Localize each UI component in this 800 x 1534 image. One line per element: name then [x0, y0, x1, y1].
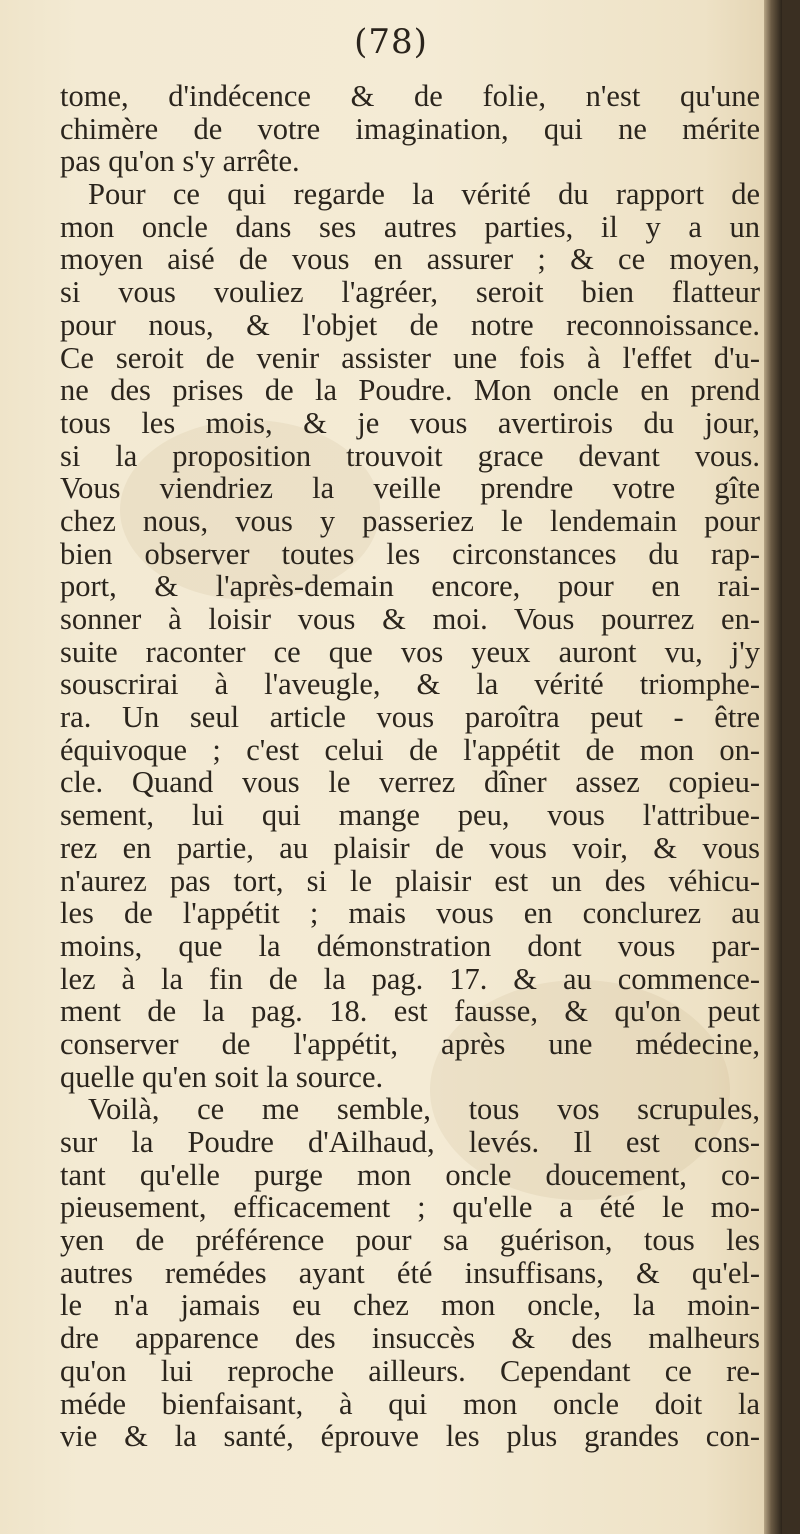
text-line: Ce seroit de venir assister une fois à l'effet d'u- — [60, 340, 760, 375]
text-line: Voilà, ce me semble, tous vos scrupules, — [88, 1092, 760, 1127]
text-line: chez nous, vous y passeriez le lendemain pour — [60, 503, 760, 538]
text-line: Pour ce qui regarde la vérité du rapport de — [88, 177, 760, 212]
text-line: mon oncle dans ses autres parties, il y a un — [60, 209, 760, 244]
text-line: pieusement, efficacement ; qu'elle a été le mo- — [60, 1190, 760, 1225]
text-line: autres remédes ayant été insuffisans, & qu'el- — [60, 1255, 760, 1290]
text-line: quelle qu'en soit la source. — [60, 1059, 384, 1094]
text-line: cle. Quand vous le verrez dîner assez copieu- — [60, 765, 760, 800]
text-line: tome, d'indécence & de folie, n'est qu'une — [60, 79, 760, 113]
body-text — [60, 80, 760, 1453]
text-line: le n'a jamais eu chez mon oncle, la moin- — [60, 1288, 760, 1323]
text-line: méde bienfaisant, à qui mon oncle doit la — [60, 1386, 760, 1421]
text-line: n'aurez pas tort, si le plaisir est un des véhicu- — [60, 863, 760, 898]
text-line: vie & la santé, éprouve les plus grandes con- — [60, 1419, 760, 1454]
text-line: yen de préférence pour sa guérison, tous les — [60, 1223, 760, 1258]
text-line: équivoque ; c'est celui de l'appétit de mon on- — [60, 732, 760, 767]
text-line: chimère de votre imagination, qui ne mérite — [60, 111, 760, 146]
text-line: conserver de l'appétit, après une médecine, — [60, 1026, 760, 1061]
text-line: pas qu'on s'y arrête. — [60, 144, 300, 179]
text-line: suite raconter ce que vos yeux auront vu, j'y — [60, 634, 760, 669]
text-line: sonner à loisir vous & moi. Vous pourrez en- — [60, 602, 760, 636]
text-line: moins, que la démonstration dont vous par- — [60, 928, 760, 963]
text-line: si la proposition trouvoit grace devant vous. — [60, 438, 760, 473]
text-line: les de l'appétit ; mais vous en conclurez au — [60, 896, 760, 931]
text-line: tous les mois, & je vous avertirois du jour, — [60, 405, 760, 440]
text-line: port, & l'après-demain encore, pour en rai- — [60, 569, 760, 604]
text-line: tant qu'elle purge mon oncle doucement, co- — [60, 1157, 760, 1192]
text-line: rez en partie, au plaisir de vous voir, & vous — [60, 830, 760, 865]
text-line: Vous viendriez la veille prendre votre gîte — [60, 471, 760, 506]
page-number: (78) — [354, 22, 428, 62]
text-line: bien observer toutes les circonstances du rap- — [60, 536, 760, 571]
text-line: ra. Un seul article vous paroîtra peut - être — [60, 700, 760, 735]
text-line: sement, lui qui mange peu, vous l'attribue- — [60, 798, 760, 833]
text-line: dre apparence des insuccès & des malheurs — [60, 1321, 760, 1356]
text-line: souscrirai à l'aveugle, & la vérité triomphe- — [60, 667, 760, 702]
text-line: lez à la fin de la pag. 17. & au commence- — [60, 961, 760, 996]
text-line: ment de la pag. 18. est fausse, & qu'on peut — [60, 994, 760, 1029]
text-line: ne des prises de la Poudre. Mon oncle en prend — [60, 373, 760, 408]
text-line: moyen aisé de vous en assurer ; & ce moyen, — [60, 242, 760, 277]
book-spine-edge — [764, 0, 782, 1534]
text-line: qu'on lui reproche ailleurs. Cependant ce re- — [60, 1353, 760, 1388]
text-line: si vous vouliez l'agréer, seroit bien flatteur — [60, 275, 760, 310]
text-line: pour nous, & l'objet de notre reconnoissance. — [60, 307, 760, 342]
text-line: sur la Poudre d'Ailhaud, levés. Il est cons- — [60, 1125, 760, 1159]
